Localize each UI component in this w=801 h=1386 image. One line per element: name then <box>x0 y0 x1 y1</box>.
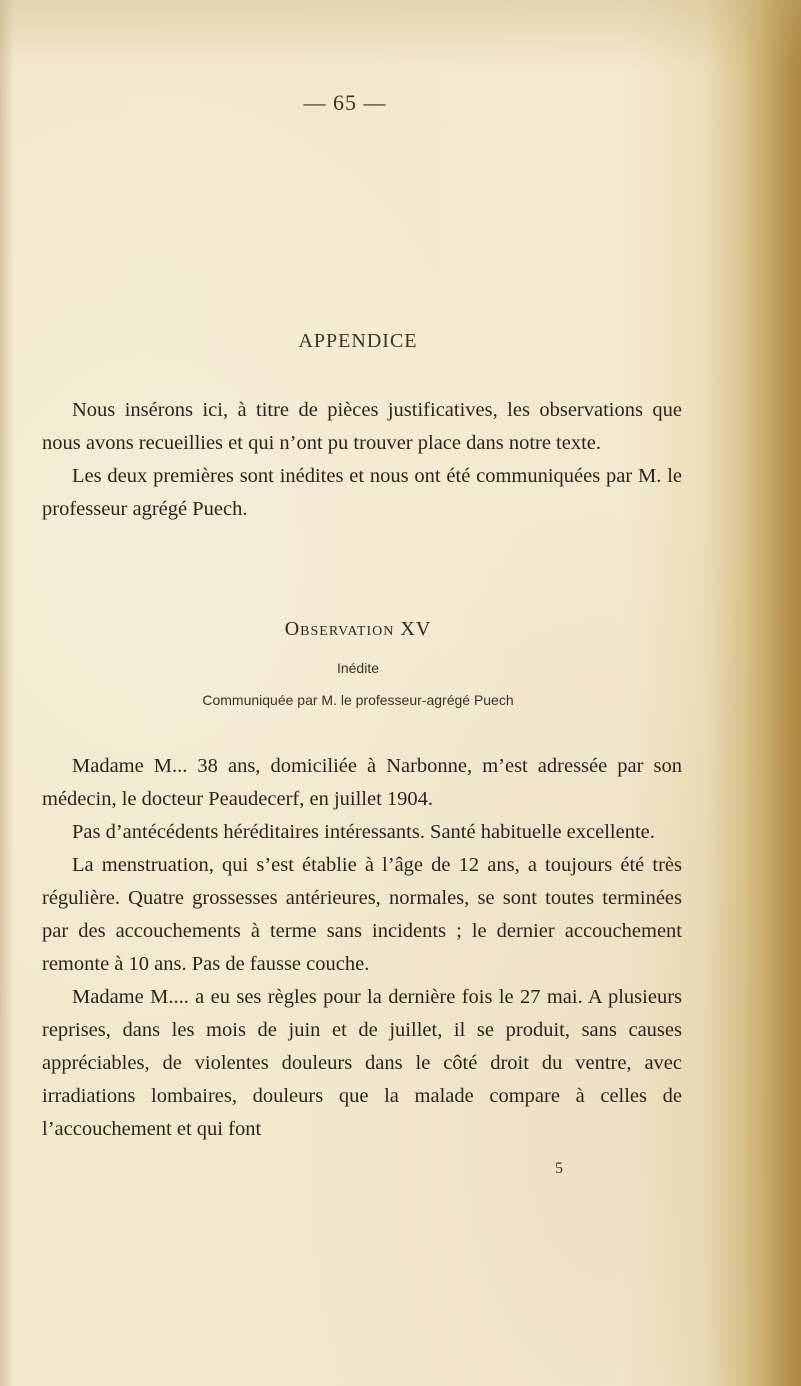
observation-paragraph-3: La menstruation, qui s’est établie à l’âge de 12 ans, a toujours été très régulière. Quatre grossesses antérieures, normales, se sont toutes terminées par des accouchements à terme sans incidents ; le dernier accouchement remonte à 10 ans. Pas de fausse couche. <box>42 854 682 975</box>
observation-subtitle: Inédite <box>336 660 380 676</box>
observation-title: Observation XV <box>284 618 432 640</box>
page-number-header: — 65 — <box>303 90 387 115</box>
observation-text <box>42 750 682 1146</box>
observation-paragraph-4: Madame M.... a eu ses règles pour la dernière fois le 27 mai. A plusieurs reprises, dans les mois de juin et de juillet, il se produit, sans causes appréciables, de violentes douleurs dans le côté droit du ventre, avec irradiations lombaires, douleurs que la malade compare à celles de l’accouchement et qui font <box>42 986 682 1140</box>
observation-paragraph-2: Pas d’antécédents héréditaires intéressants. Santé habituelle excellente. <box>72 821 655 843</box>
page-edge-right <box>706 0 801 1386</box>
section-title: APPENDICE <box>298 330 418 352</box>
intro-paragraph-1: Nous insérons ici, à titre de pièces justificatives, les observations que nous avons recueillies et qui n’ont pu trouver place dans notre texte. <box>42 399 682 454</box>
intro-text <box>42 394 682 526</box>
intro-paragraph-2: Les deux premières sont inédites et nous ont été communiquées par M. le professeur agrégé Puech. <box>42 465 682 520</box>
page-edge-top <box>0 0 801 70</box>
observation-communicated-by: Communiquée par M. le professeur-agrégé Puech <box>202 692 514 708</box>
signature-mark: 5 <box>555 1160 563 1177</box>
observation-paragraph-1: Madame M... 38 ans, domiciliée à Narbonne, m’est adressée par son médecin, le docteur Peaudecerf, en juillet 1904. <box>42 755 682 810</box>
